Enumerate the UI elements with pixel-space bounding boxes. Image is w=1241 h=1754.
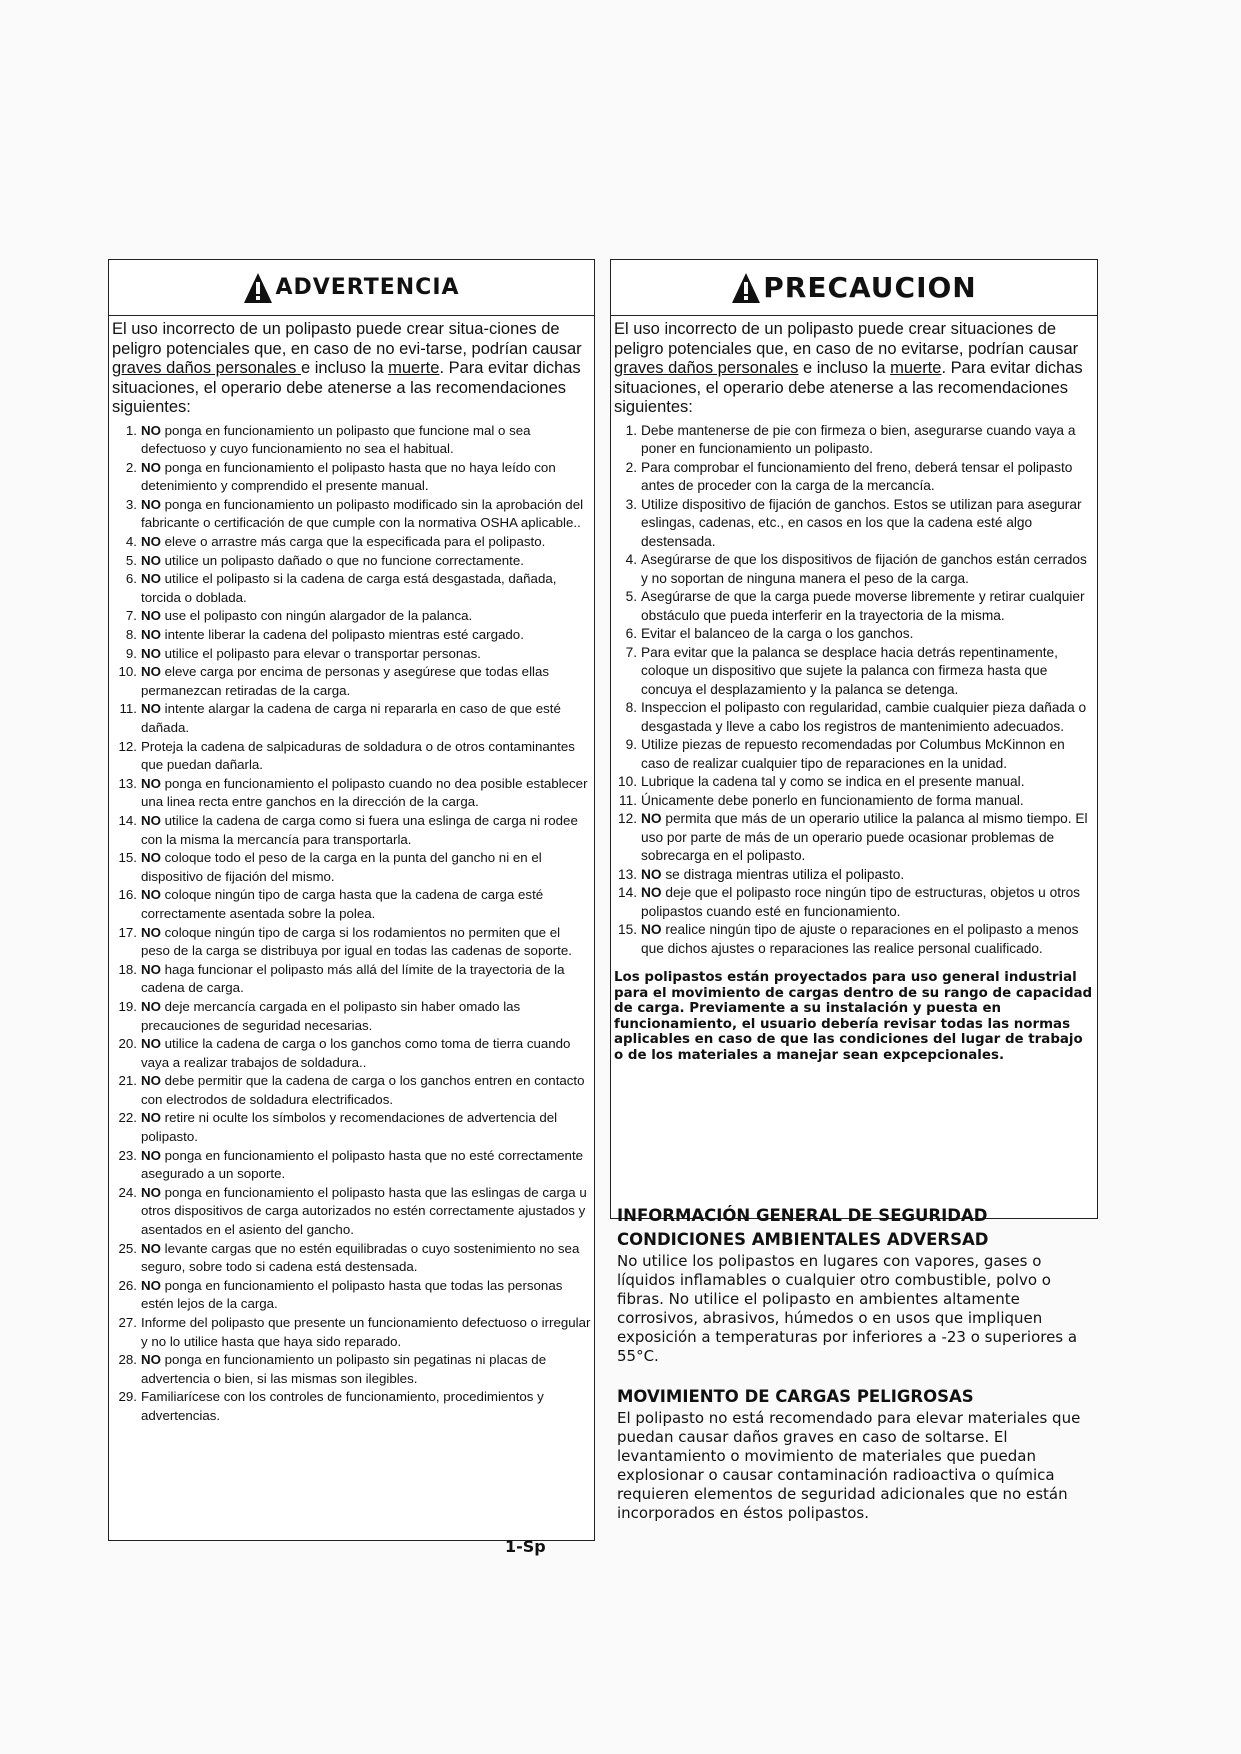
list-item	[109, 738, 592, 775]
list-item-body: realice ningún tipo de ajuste o reparaciones en el polipasto a menos que dichos ajustes o reparaciones las realice personal cualificado.	[641, 922, 1079, 956]
list-item-no: NO	[141, 608, 161, 624]
list-item-number: 10.	[118, 664, 137, 680]
caution-intro: El uso incorrecto de un polipasto puede crear situaciones de peligro potenciales que, en caso de no evitarse, podrían causar graves daños personales e incluso la muerte. Para evitar dichas situaciones, el operario debe atenerse a las recomendaciones siguientes:	[614, 320, 1083, 416]
list-item	[109, 812, 592, 849]
list-item-no: NO	[141, 924, 161, 940]
list-item-no: NO	[141, 534, 161, 550]
list-item-body: retire ni oculte los símbolos y recomendaciones de advertencia del polipasto.	[141, 1110, 558, 1145]
hazardous-loads-body: El polipasto no está recomendado para elevar materiales que puedan causar daños graves en caso de soltarse. El levantamiento o movimiento de materiales que puedan explosionar o causar contaminación radioactiva o química requieren elementos de seguridad adicionales que no están incorporados en éstos polipastos.	[617, 1409, 1081, 1522]
list-item-text	[141, 570, 592, 607]
list-item-number: 3.	[125, 496, 137, 512]
list-item	[109, 1240, 592, 1277]
list-item	[109, 886, 592, 923]
list-item-number: 19.	[118, 998, 137, 1014]
caution-header	[611, 260, 1097, 316]
list-item-no: NO	[141, 571, 161, 587]
warning-triangle-icon	[243, 272, 273, 304]
list-item-no: NO	[641, 885, 662, 900]
list-item-number: 7.	[125, 608, 137, 624]
list-item-text	[141, 1109, 592, 1146]
list-item	[611, 551, 1095, 588]
list-item-text	[141, 607, 592, 626]
list-item-body: ponga en funcionamiento el polipasto hasta que no esté correctamente asegurado a un soporte.	[141, 1147, 584, 1182]
list-item-text	[641, 496, 1095, 552]
list-item-text	[141, 1240, 592, 1277]
list-item-number: 9.	[125, 645, 137, 661]
list-item-no: NO	[141, 1277, 161, 1293]
list-item-no: NO	[141, 664, 161, 680]
caution-box	[610, 259, 1098, 1219]
list-item	[611, 736, 1095, 773]
list-item-number: 14.	[617, 885, 637, 900]
list-item-body: utilice el polipasto para elevar o transportar personas.	[160, 645, 481, 661]
list-item-number: 26.	[118, 1277, 137, 1293]
list-item	[109, 663, 592, 700]
list-item	[611, 644, 1095, 700]
list-item	[611, 866, 1095, 885]
warning-header	[109, 260, 594, 316]
list-item-no: NO	[141, 998, 161, 1014]
list-item-no: NO	[141, 1036, 161, 1052]
list-item-body: deje que el polipasto roce ningún tipo de estructuras, objetos u otros polipastos cuando esté en funcionamiento.	[641, 885, 1081, 919]
list-item-no: NO	[141, 496, 161, 512]
env-conditions-body: No utilice los polipastos en lugares con vapores, gases o líquidos inflamables o cualquier otro combustible, polvo o fibras. No utilice el polipasto en ambientes altamente corrosivos, abrasivos, húmedos o en usos que impliquen exposición a temperaturas por inferiores a -23 o superiores a 55°C.	[617, 1252, 1078, 1365]
list-item-no: NO	[141, 887, 161, 903]
list-item-number: 5.	[125, 552, 137, 568]
list-item-number: 6.	[625, 626, 637, 641]
list-item-no: NO	[141, 1352, 161, 1368]
list-item-text	[141, 1035, 592, 1072]
list-item-text	[141, 422, 592, 459]
list-item-body: Únicamente debe ponerlo en funcionamiento de forma manual.	[641, 792, 1024, 808]
list-item-body: Para evitar que la palanca se desplace hacia detrás repentinamente, coloque un dispositivo que sujete la palanca con firmeza hasta que concuya el desplazamiento y la palanca se detenga.	[641, 644, 1058, 697]
list-item-text	[141, 775, 592, 812]
list-item	[109, 1314, 592, 1351]
list-item-body: utilice la cadena de carga o los ganchos como toma de tierra cuando vaya a realizar trabajos de soldadura..	[141, 1036, 571, 1070]
list-item-text	[141, 663, 592, 700]
list-item-body: permita que más de un operario utilice la palanca al mismo tiempo. El uso por parte de más de un operario puede ocasionar problemas de sobrecarga en el polipasto.	[641, 811, 1088, 863]
list-item-text	[141, 1351, 592, 1388]
list-item-no: NO	[141, 1184, 161, 1200]
list-item-number: 9.	[625, 737, 637, 752]
list-item-text	[641, 792, 1095, 811]
list-item-number: 8.	[125, 627, 137, 643]
list-item-text	[641, 459, 1095, 496]
list-item-number: 1.	[625, 422, 637, 438]
list-item	[611, 884, 1095, 921]
list-item-number: 11.	[119, 701, 137, 717]
list-item-body: ponga en funcionamiento un polipasto modificado sin la aprobación del fabricante o certificación de que cumple con la normativa OSHA aplicable..	[141, 496, 584, 531]
list-item	[109, 1072, 592, 1109]
caution-title: PRECAUCION	[763, 271, 977, 304]
list-item-body: utilice un polipasto dañado o que no funcione correctamente.	[160, 552, 524, 568]
list-item-number: 12.	[617, 811, 637, 826]
list-item-number: 6.	[125, 571, 137, 587]
list-item-number: 2.	[125, 459, 137, 475]
list-item-text	[141, 700, 592, 737]
list-item	[109, 645, 592, 664]
env-conditions-title: CONDICIONES AMBIENTALES ADVERSAD	[617, 1230, 989, 1249]
list-item-body: eleve carga por encima de personas y asegúrese que todas ellas permanezcan retiradas de la carga.	[141, 664, 550, 698]
list-item-number: 16.	[118, 887, 137, 903]
list-item-no: NO	[141, 1073, 161, 1089]
list-item-number: 14.	[118, 812, 137, 828]
list-item-no: NO	[641, 922, 662, 937]
warning-box	[108, 259, 595, 1541]
hazardous-loads-section	[617, 1385, 1097, 1523]
list-item-text	[141, 1314, 592, 1351]
list-item-text	[641, 810, 1095, 866]
list-item-body: coloque ningún tipo de carga si los rodamientos no permiten que el peso de la carga se distribuya por igual en todas las cadenas de soporte.	[141, 924, 572, 959]
list-item-text	[641, 551, 1095, 588]
list-item-body: Proteja la cadena de salpicaduras de soldadura o de otros contaminantes que puedan dañarla.	[141, 738, 575, 773]
list-item-no: NO	[141, 850, 161, 866]
warning-list	[109, 422, 594, 1426]
list-item-body: deje mercancía cargada en el polipasto sin haber omado las precauciones de seguridad necesarias.	[141, 998, 521, 1033]
warning-title: ADVERTENCIA	[275, 275, 460, 300]
list-item-number: 13.	[617, 866, 637, 882]
list-item-body: debe permitir que la cadena de carga o los ganchos entren en contacto con electrodos de soldadura electrificados.	[141, 1073, 585, 1107]
general-safety-section	[617, 1204, 1097, 1366]
list-item-text	[141, 738, 592, 775]
list-item	[611, 625, 1095, 644]
list-item-text	[141, 812, 592, 849]
list-item-number: 22.	[118, 1110, 137, 1126]
hazardous-loads-title: MOVIMIENTO DE CARGAS PELIGROSAS	[617, 1387, 974, 1406]
list-item	[109, 924, 592, 961]
list-item-body: Evitar el balanceo de la carga o los ganchos.	[641, 626, 914, 641]
list-item-number: 2.	[625, 459, 637, 475]
list-item-number: 15.	[617, 922, 637, 937]
list-item-no: NO	[141, 812, 161, 828]
list-item-number: 13.	[118, 775, 137, 791]
list-item-body: eleve o arrastre más carga que la especificada para el polipasto.	[160, 534, 546, 550]
list-item-number: 11.	[618, 792, 637, 808]
list-item-body: use el polipasto con ningún alargador de la palanca.	[160, 608, 473, 624]
list-item-text	[641, 884, 1095, 921]
list-item-body: ponga en funcionamiento el polipasto hasta que todas las personas estén lejos de la carga.	[141, 1277, 563, 1312]
list-item-number: 5.	[625, 589, 637, 604]
list-item-text	[641, 699, 1095, 736]
list-item	[109, 570, 592, 607]
list-item	[109, 700, 592, 737]
list-item	[611, 921, 1095, 958]
list-item	[109, 459, 592, 496]
list-item	[109, 552, 592, 571]
list-item-no: NO	[141, 775, 161, 791]
list-item	[109, 626, 592, 645]
list-item-no: NO	[141, 552, 161, 568]
list-item-no: NO	[141, 459, 161, 475]
list-item-text	[141, 1072, 592, 1109]
list-item-number: 24.	[118, 1184, 137, 1200]
list-item	[109, 1351, 592, 1388]
list-item-no: NO	[141, 961, 161, 977]
list-item	[109, 1388, 592, 1425]
list-item	[109, 961, 592, 998]
list-item-body: utilice la cadena de carga como si fuera una eslinga de carga ni rodee con la misma la mercancía para transportarla.	[141, 812, 578, 847]
list-item	[109, 1035, 592, 1072]
list-item-text	[141, 998, 592, 1035]
list-item-body: intente alargar la cadena de carga ni repararla en caso de que esté dañada.	[141, 701, 561, 735]
caution-list	[611, 422, 1097, 959]
list-item	[109, 1147, 592, 1184]
list-item-body: se distraga mientras utiliza el polipasto.	[661, 866, 905, 882]
list-item-number: 25.	[118, 1240, 137, 1256]
list-item	[611, 810, 1095, 866]
list-item	[109, 533, 592, 552]
list-item-body: coloque todo el peso de la carga en la punta del gancho ni en el dispositivo de fijación del mismo.	[141, 850, 542, 884]
list-item-number: 4.	[625, 552, 637, 567]
list-item-number: 20.	[118, 1036, 137, 1052]
list-item	[109, 422, 592, 459]
list-item	[109, 1109, 592, 1146]
list-item	[109, 1184, 592, 1240]
list-item-body: Para comprobar el funcionamiento del freno, deberá tensar el polipasto antes de proceder con la carga de la mercancía.	[641, 459, 1073, 493]
list-item-number: 12.	[118, 738, 137, 754]
list-item-text	[641, 866, 1095, 885]
list-item-text	[641, 644, 1095, 700]
list-item-text	[141, 924, 592, 961]
list-item-number: 8.	[625, 700, 637, 715]
list-item-text	[141, 459, 592, 496]
warning-triangle-icon	[731, 272, 761, 304]
list-item-body: ponga en funcionamiento el polipasto hasta que no haya leído con detenimiento y comprendido el presente manual.	[141, 459, 556, 494]
list-item-no: NO	[141, 1240, 161, 1256]
list-item-number: 29.	[118, 1389, 137, 1405]
list-item-number: 3.	[625, 496, 637, 512]
list-item-text	[141, 645, 592, 664]
list-item-text	[141, 1277, 592, 1314]
list-item-number: 28.	[118, 1352, 137, 1368]
list-item-no: NO	[641, 811, 662, 826]
list-item-number: 1.	[125, 422, 137, 438]
list-item-text	[141, 496, 592, 533]
list-item	[109, 496, 592, 533]
list-item-body: Utilize piezas de repuesto recomendadas por Columbus McKinnon en caso de realizar cualquier tipo de reparaciones en la unidad.	[641, 737, 1065, 771]
list-item-body: Utilize dispositivo de fijación de ganchos. Estos se utilizan para asegurar eslingas, cadenas, etc., en casos en los que la cadena esté algo destensada.	[641, 496, 1082, 549]
list-item	[109, 849, 592, 886]
list-item-body: utilice el polipasto si la cadena de carga está desgastada, dañada, torcida o doblada.	[141, 571, 557, 605]
list-item-text	[141, 1388, 592, 1425]
list-item-body: intente liberar la cadena del polipasto mientras esté cargado.	[160, 627, 524, 643]
list-item-text	[141, 961, 592, 998]
list-item-text	[141, 849, 592, 886]
list-item-body: Debe mantenerse de pie con firmeza o bien, asegurarse cuando vaya a poner en funcionamiento un polipasto.	[641, 422, 1076, 456]
list-item-body: Asegúrarse de que los dispositivos de fijación de ganchos están cerrados y no soportan de ninguna manera el peso de la carga.	[641, 552, 1087, 586]
list-item-body: coloque ningún tipo de carga hasta que la cadena de carga esté correctamente asentada sobre la polea.	[141, 887, 544, 921]
list-item-text	[641, 422, 1095, 459]
list-item-text	[641, 773, 1095, 792]
list-item-no: NO	[141, 645, 161, 661]
list-item-number: 15.	[118, 850, 137, 866]
list-item	[109, 1277, 592, 1314]
list-item-number: 18.	[118, 961, 137, 977]
list-item-number: 17.	[118, 924, 137, 940]
list-item-body: ponga en funcionamiento el polipasto cuando no dea posible establecer una linea recta entre ganchos en la dirección de la carga.	[141, 775, 588, 810]
list-item-body: Inspeccion el polipasto con regularidad, cambie cualquier pieza dañada o desgastada y lleve a cabo los registros de mantenimiento adecuados.	[641, 700, 1087, 734]
list-item-text	[141, 626, 592, 645]
list-item-no: NO	[141, 701, 161, 717]
list-item	[611, 496, 1095, 552]
list-item-body: Asegúrarse de que la carga puede moverse libremente y retirar cualquier obstáculo que pueda interferir en la trayectoria de la misma.	[641, 589, 1085, 623]
list-item	[611, 792, 1095, 811]
list-item-body: Familiarícese con los controles de funcionamiento, procedimientos y advertencias.	[141, 1389, 544, 1423]
list-item-body: haga funcionar el polipasto más allá del límite de la trayectoria de la cadena de carga.	[141, 961, 565, 996]
list-item-number: 27.	[118, 1315, 137, 1330]
list-item-text	[141, 886, 592, 923]
list-item	[611, 773, 1095, 792]
list-item-body: levante cargas que no estén equilibradas o cuyo sostenimiento no sea seguro, sobre todo si cadena está destensada.	[141, 1240, 580, 1275]
list-item-number: 23.	[118, 1147, 137, 1163]
list-item	[611, 422, 1095, 459]
list-item-body: ponga en funcionamiento el polipasto hasta que las eslingas de carga u otros dispositivos de carga autorizados no estén correctamente ajustados y asentados en el asiento del gancho.	[141, 1184, 587, 1238]
list-item-body: ponga en funcionamiento un polipasto que funcione mal o sea defectuoso y cuyo funcionamiento no sea el habitual.	[141, 422, 531, 457]
list-item-no: NO	[141, 1110, 161, 1126]
list-item-number: 4.	[125, 534, 137, 550]
list-item-text	[641, 625, 1095, 644]
general-safety-title: INFORMACIÓN GENERAL DE SEGURIDAD	[617, 1206, 988, 1225]
list-item-body: Informe del polipasto que presente un funcionamiento defectuoso o irregular y no lo utilice hasta que haya sido reparado.	[141, 1315, 591, 1349]
caution-note: Los polipastos están proyectados para uso general industrial para el movimiento de cargas dentro de su rango de capacidad de carga. Previamente a su instalación y puesta en funcionamiento, el usuario debería revisar todas las normas aplicables en caso de que las condiciones del lugar de trabajo o de los materiales a manejar sean expcepcionales.	[614, 970, 1093, 1063]
list-item-text	[141, 552, 592, 571]
list-item-text	[141, 533, 592, 552]
list-item-text	[641, 588, 1095, 625]
list-item-text	[641, 921, 1095, 958]
list-item	[109, 607, 592, 626]
list-item-text	[141, 1147, 592, 1184]
list-item	[109, 998, 592, 1035]
list-item-number: 10.	[617, 774, 637, 789]
warning-intro: El uso incorrecto de un polipasto puede crear situa-ciones de peligro potenciales que, en caso de no evi-tarse, podrían causar graves daños personales e incluso la muerte. Para evitar dichas situaciones, el operario debe atenerse a las recomendaciones siguientes:	[112, 320, 582, 416]
list-item-body: Lubrique la cadena tal y como se indica en el presente manual.	[641, 774, 1025, 789]
list-item	[611, 699, 1095, 736]
list-item-number: 7.	[625, 644, 637, 660]
list-item	[611, 588, 1095, 625]
list-item-body: ponga en funcionamiento un polipasto sin pegatinas ni placas de advertencia o bien, si las mismas son ilegibles.	[141, 1352, 547, 1386]
list-item-no: NO	[141, 1147, 161, 1163]
list-item-text	[641, 736, 1095, 773]
list-item	[611, 459, 1095, 496]
list-item-no: NO	[141, 422, 161, 438]
list-item-no: NO	[641, 866, 662, 882]
list-item	[109, 775, 592, 812]
list-item-text	[141, 1184, 592, 1240]
list-item-number: 21.	[118, 1073, 137, 1089]
page-number: 1-Sp	[505, 1537, 546, 1556]
list-item-no: NO	[141, 627, 161, 643]
